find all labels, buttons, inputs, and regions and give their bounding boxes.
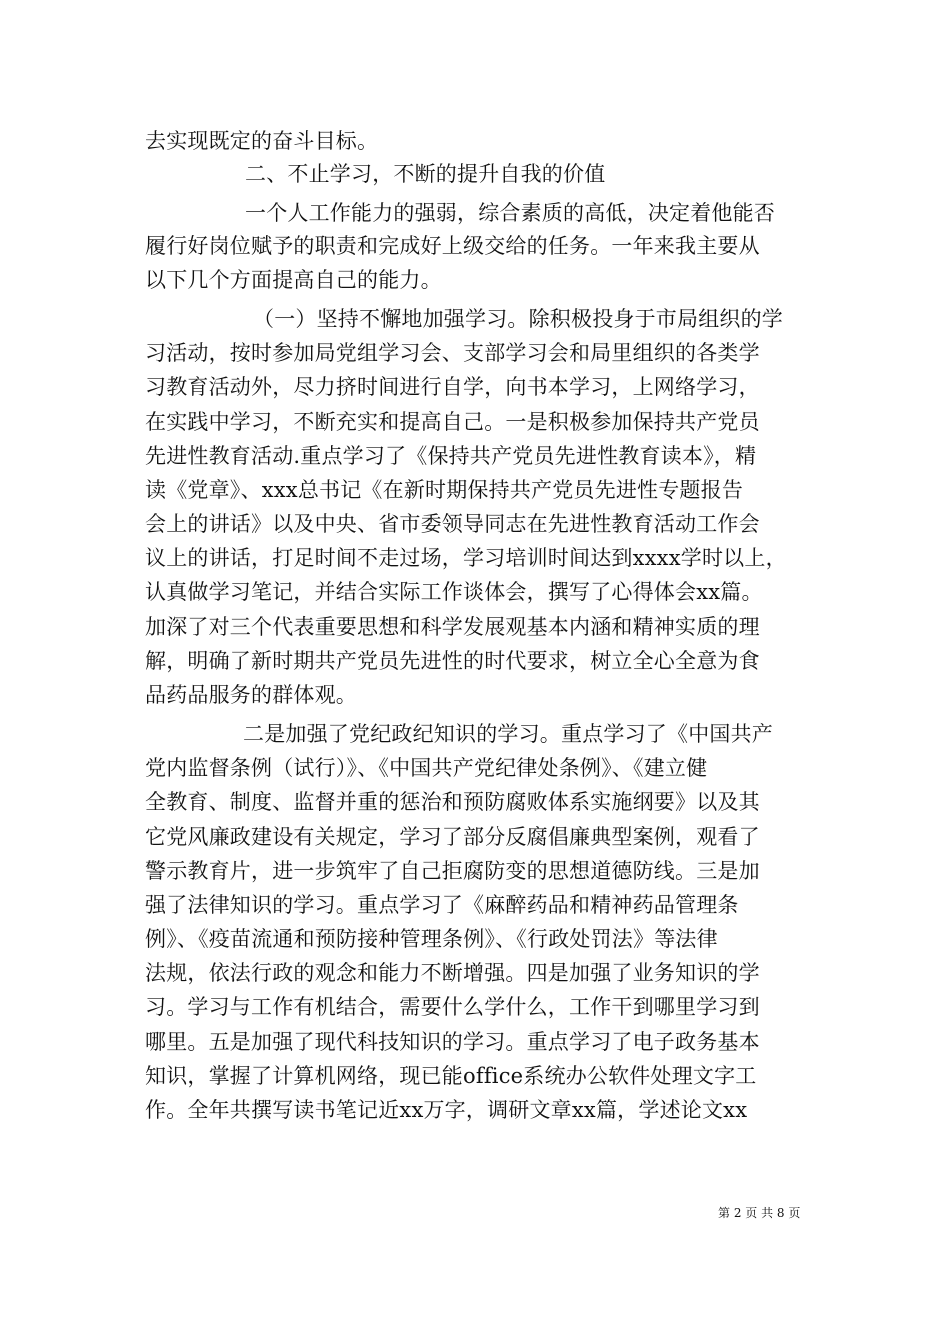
text-line: 例》、《疫苗流通和预防接种管理条例》、《行政处罚法》等法律 (145, 927, 718, 951)
text-line: 党内监督条例（试行）》、《中国共产党纪律处条例》、《建立健 (145, 756, 708, 780)
text-line: 全教育、制度、监督并重的惩治和预防腐败体系实施纲要》以及其 (145, 790, 760, 814)
text-line: 一个人工作能力的强弱，综合素质的高低，决定着他能否 (245, 201, 775, 225)
text-line: 履行好岗位赋予的职责和完成好上级交给的任务。一年来我主要从 (145, 234, 760, 258)
text-line: 习教育活动外，尽力挤时间进行自学，向书本学习，上网络学习， (145, 375, 760, 399)
text-line: 认真做学习笔记，并结合实际工作谈体会，撰写了心得体会xx篇。 (145, 580, 763, 604)
text-line: 以下几个方面提高自己的能力。 (145, 268, 442, 292)
text-line: 哪里。五是加强了现代科技知识的学习。重点学习了电子政务基本 (145, 1030, 760, 1054)
text-line: 二是加强了党纪政纪知识的学习。重点学习了《中国共产 (243, 722, 773, 746)
text-line: 强了法律知识的学习。重点学习了《麻醉药品和精神药品管理条 (145, 893, 739, 917)
text-line: （一）坚持不懈地加强学习。除积极投身于市局组织的学 (253, 307, 783, 331)
text-line: 会上的讲话》以及中央、省市委领导同志在先进性教育活动工作会 (145, 512, 760, 536)
text-line: 警示教育片，进一步筑牢了自己拒腐防变的思想道德防线。三是加 (145, 859, 760, 883)
text-line: 在实践中学习，不断充实和提高自己。一是积极参加保持共产党员 (145, 410, 760, 434)
section-heading: 二、不止学习，不断的提升自我的价值 (245, 162, 606, 186)
text-line: 习。学习与工作有机结合，需要什么学什么，工作干到哪里学习到 (145, 995, 760, 1019)
text-line: 知识，掌握了计算机网络，现已能office系统办公软件处理文字工 (145, 1064, 757, 1088)
text-line: 议上的讲话，打足时间不走过场，学习培训时间达到xxxx学时以上， (145, 546, 787, 570)
text-line: 加深了对三个代表重要思想和科学发展观基本内涵和精神实质的理 (145, 615, 760, 639)
text-line: 先进性教育活动.重点学习了《保持共产党员先进性教育读本》，精 (145, 444, 757, 468)
text-line: 解，明确了新时期共产党员先进性的时代要求，树立全心全意为食 (145, 649, 760, 673)
text-line: 法规，依法行政的观念和能力不断增强。四是加强了业务知识的学 (145, 961, 760, 985)
text-line: 它党风廉政建设有关规定，学习了部分反腐倡廉典型案例，观看了 (145, 825, 760, 849)
text-line: 习活动，按时参加局党组学习会、支部学习会和局里组织的各类学 (145, 341, 760, 365)
text-line: 去实现既定的奋斗目标。 (145, 129, 379, 153)
text-line: 读《党章》、xxx总书记《在新时期保持共产党员先进性专题报告 (145, 478, 744, 502)
page-number-footer: 第 2 页 共 8 页 (718, 1206, 801, 1220)
text-line: 品药品服务的群体观。 (145, 683, 357, 707)
text-line: 作。全年共撰写读书笔记近xx万字，调研文章xx篇，学述论文xx (145, 1098, 748, 1122)
